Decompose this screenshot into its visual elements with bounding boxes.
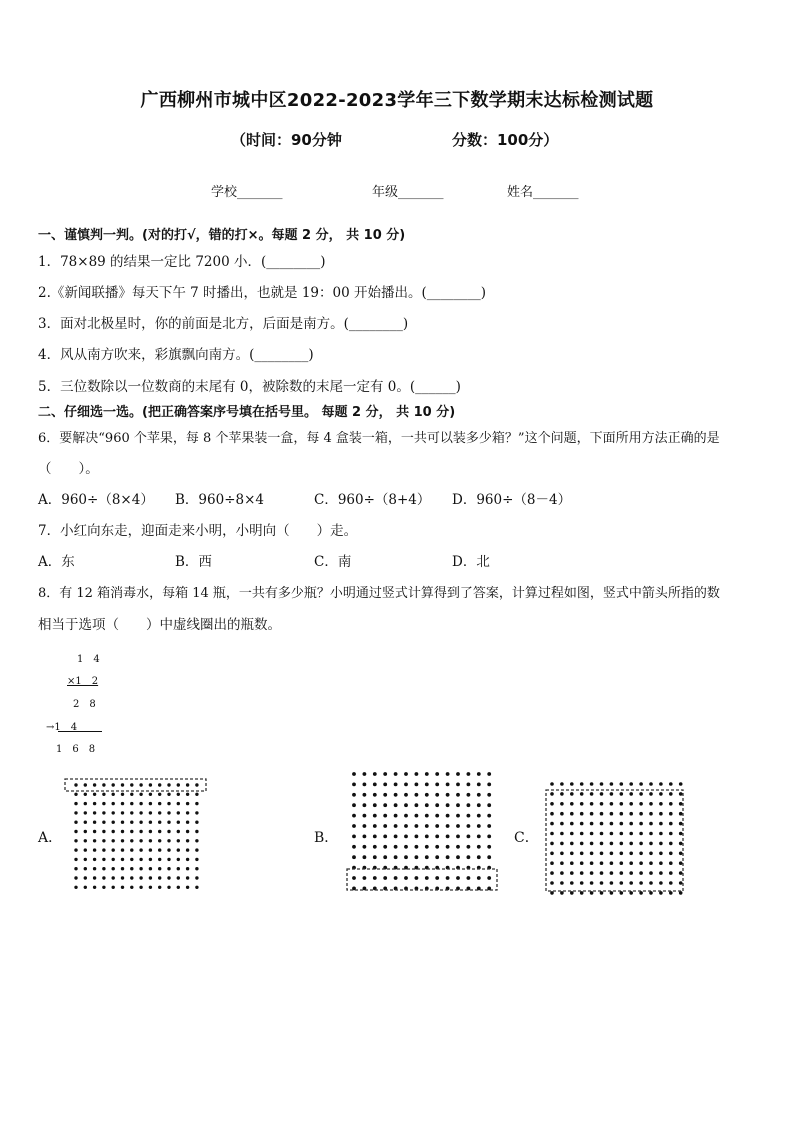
q6-option-a: A．960÷（8×4） — [38, 492, 154, 508]
school-field[interactable]: 学校_______ — [211, 185, 283, 200]
q7-option-a: A．东 — [38, 554, 75, 570]
question-2: 2.《新闻联播》每天下午 7 时播出，也就是 19：00 开始播出。(________) — [38, 285, 487, 301]
calc-row-4: →1 4 — [46, 722, 78, 733]
score-label: 分数：100分） — [452, 131, 559, 149]
page-title: 广西柳州市城中区2022-2023学年三下数学期末达标检测试题 — [140, 90, 654, 111]
question-8: 8．有 12 箱消毒水，每箱 14 瓶，一共有多少瓶？小明通过竖式计算得到了答案，计算过程如图，竖式中箭头所指的数 — [38, 586, 720, 601]
q6-option-c: C．960÷（8+4） — [314, 492, 431, 508]
q6-option-d: D．960÷（8－4） — [452, 492, 572, 508]
q8-option-a-label: A． — [38, 830, 63, 846]
q8-option-b-dot-figure — [343, 768, 501, 896]
q8-option-c-dot-figure — [542, 776, 688, 896]
question-4: 4．风从南方吹来，彩旗飘向南方。(________) — [38, 347, 314, 363]
section2-heading: 二、仔细选一选。(把正确答案序号填在括号里。 每题 2 分， 共 10 分) — [38, 405, 456, 420]
question-7: 7．小红向东走，迎面走来小明，小明向（ ）走。 — [38, 523, 358, 539]
section1-heading: 一、谨慎判一判。(对的打√，错的打×。每题 2 分， 共 10 分) — [38, 228, 406, 243]
question-3: 3．面对北极星时，你的前面是北方，后面是南方。(________) — [38, 316, 409, 332]
question-6-blank: （ ）。 — [38, 461, 99, 477]
grade-field[interactable]: 年级_______ — [372, 185, 444, 200]
q7-option-c: C．南 — [314, 554, 352, 570]
name-field[interactable]: 姓名_______ — [507, 185, 579, 200]
question-8-line2: 相当于选项（ ）中虚线圈出的瓶数。 — [38, 617, 281, 633]
calc-row-2: ×1 2 — [67, 676, 99, 687]
q7-option-d: D．北 — [452, 554, 490, 570]
q7-option-b: B．西 — [175, 554, 212, 570]
question-6: 6．要解决“960 个苹果，每 8 个苹果装一盒，每 4 盒装一箱，一共可以装多少箱？”这个问题，下面所用方法正确的是 — [38, 431, 720, 446]
question-1: 1．78×89 的结果一定比 7200 小．(________) — [38, 254, 326, 270]
calc-row-1: 1 4 — [77, 654, 100, 665]
time-label: （时间：90分钟 — [231, 131, 342, 149]
q6-option-b: B．960÷8×4 — [175, 492, 264, 508]
question-5: 5．三位数除以一位数商的末尾有 0，被除数的末尾一定有 0。(______) — [38, 379, 461, 395]
q8-option-b-label: B． — [314, 830, 339, 846]
q8-option-a-dot-figure — [62, 776, 210, 896]
q8-option-c-label: C． — [514, 830, 539, 846]
calc-divider — [58, 731, 102, 732]
calc-row-3: 2 8 — [73, 699, 96, 710]
calc-row-5: 1 6 8 — [56, 744, 96, 755]
